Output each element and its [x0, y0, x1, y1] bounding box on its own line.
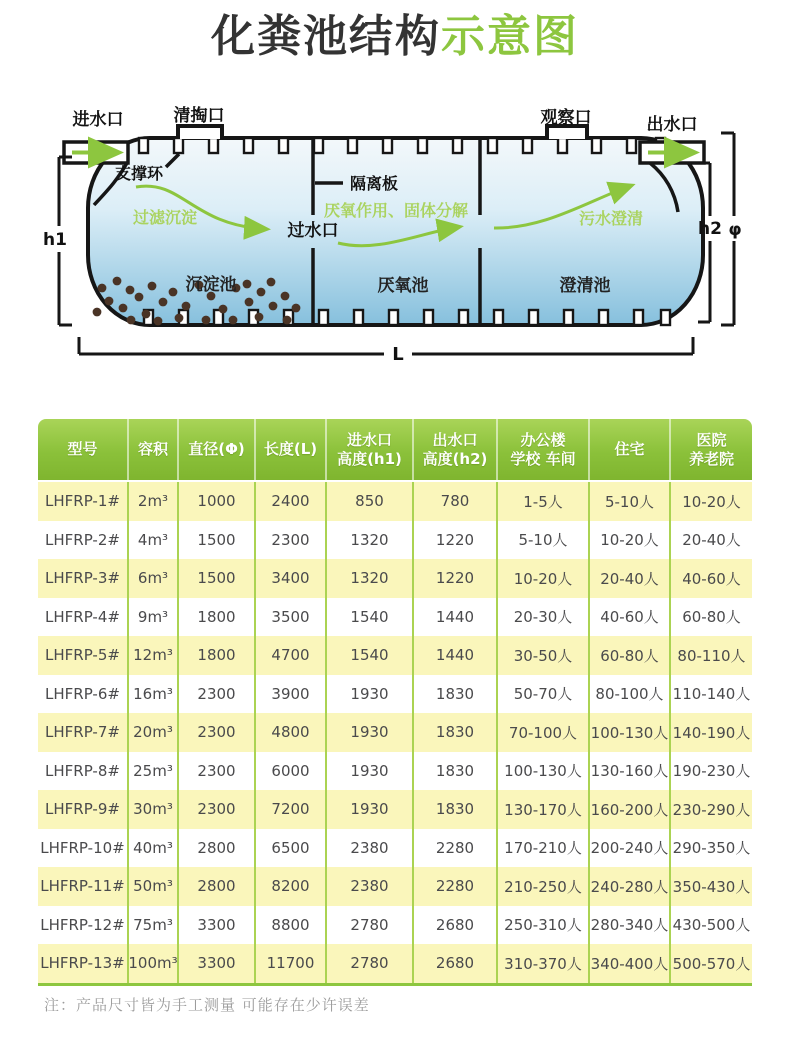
table-cell: 40m³: [129, 829, 179, 868]
table-cell: 170-210人: [498, 829, 590, 868]
table-cell: 50-70人: [498, 675, 590, 714]
table-cell: 40-60人: [682, 569, 741, 588]
table-row: [38, 752, 752, 791]
table-cell: 1500: [179, 559, 256, 598]
table-cell: 2280: [414, 867, 498, 906]
table-cell: LHFRP-13#: [38, 944, 129, 983]
table-cell: 3900: [256, 675, 327, 714]
table-cell: 50m³: [129, 867, 179, 906]
table-cell: 780: [414, 482, 498, 521]
table-cell: LHFRP-1#: [38, 482, 129, 521]
table-cell: 2400: [256, 482, 327, 521]
table-cell: 1830: [414, 790, 498, 829]
table-cell: 3400: [256, 559, 327, 598]
dim-h2-label: h2: [698, 219, 722, 239]
table-cell: 3500: [256, 598, 327, 637]
inlet-label: 进水口: [72, 110, 124, 130]
table-cell: 10-20人: [498, 559, 590, 598]
table-cell: LHFRP-2#: [38, 521, 129, 560]
table-cell: 1830: [414, 675, 498, 714]
table-cell: 2800: [179, 829, 256, 868]
table-cell: 20-40人: [590, 559, 671, 598]
table-cell: 2280: [414, 829, 498, 868]
table-cell: 20-40人: [682, 531, 741, 550]
table-cell: 30-50人: [498, 636, 590, 675]
table-row: [38, 713, 752, 752]
table-cell: 2780: [327, 944, 414, 983]
chamber-clarification-label: 澄清池: [559, 276, 611, 296]
table-cell: 30m³: [129, 790, 179, 829]
table-cell: 290-350人: [672, 839, 751, 858]
table-cell: 5-10人: [498, 521, 590, 560]
table-cell: 6m³: [129, 559, 179, 598]
table-cell: 80-110人: [677, 646, 746, 665]
partition-board-label: 隔离板: [349, 174, 399, 193]
dim-h1-label: h1: [43, 230, 67, 250]
table-row: [38, 867, 752, 906]
table-cell: 1930: [327, 675, 414, 714]
table-cell: 1320: [327, 559, 414, 598]
table-row: [38, 906, 752, 945]
table-cell: 20m³: [129, 713, 179, 752]
table-cell: 60-80人: [590, 636, 671, 675]
table-cell: 11700: [256, 944, 327, 983]
table-cell: 25m³: [129, 752, 179, 791]
table-cell: 200-240人: [590, 829, 671, 868]
page-title: [0, 8, 790, 66]
table-cell: 6500: [256, 829, 327, 868]
table-cell: 3300: [179, 944, 256, 983]
table-cell: 1830: [414, 752, 498, 791]
table-row: [38, 482, 752, 521]
table-cell: 1440: [414, 636, 498, 675]
table-cell: 340-400人: [590, 944, 671, 983]
table-cell: 210-250人: [498, 867, 590, 906]
column-header: 型号: [38, 419, 129, 480]
column-header: 长度(L): [256, 419, 327, 480]
table-cell: 2300: [179, 790, 256, 829]
table-cell: 80-100人: [590, 675, 671, 714]
footnote: 注：产品尺寸皆为手工测量 可能存在少许误差: [44, 996, 370, 1014]
table-row: [38, 790, 752, 829]
table-cell: 1930: [327, 713, 414, 752]
table-cell: 500-570人: [672, 954, 751, 973]
table-cell: 4800: [256, 713, 327, 752]
table-cell: 6000: [256, 752, 327, 791]
table-cell: 1930: [327, 752, 414, 791]
table-cell: 10-20人: [590, 521, 671, 560]
table-cell: 1-5人: [498, 482, 590, 521]
table-cell: 2300: [179, 752, 256, 791]
table-row: [38, 521, 752, 560]
table-cell: 2800: [179, 867, 256, 906]
table-cell: LHFRP-9#: [38, 790, 129, 829]
table-cell: 2300: [179, 675, 256, 714]
support-ring-label: 支撑环: [114, 164, 164, 183]
table-row: [38, 598, 752, 637]
table-cell: 20-30人: [498, 598, 590, 637]
table-cell: 2380: [327, 829, 414, 868]
table-cell: 8200: [256, 867, 327, 906]
table-cell: 190-230人: [672, 762, 751, 781]
cleaning-port-label: 清掏口: [173, 106, 225, 126]
table-cell: LHFRP-7#: [38, 713, 129, 752]
outlet-label: 出水口: [646, 115, 698, 135]
chamber-anaerobic-label: 厌氧池: [377, 276, 429, 296]
sewage-clarification-label: 污水澄清: [578, 209, 644, 228]
table-cell: 240-280人: [590, 867, 671, 906]
table-cell: LHFRP-4#: [38, 598, 129, 637]
table-cell: 1830: [414, 713, 498, 752]
column-header: 进水口 高度(h1): [327, 419, 414, 480]
table-row: [38, 829, 752, 868]
table-cell: 1320: [327, 521, 414, 560]
table-cell: LHFRP-5#: [38, 636, 129, 675]
water-passage-label: 过水口: [287, 221, 339, 241]
filter-sedimentation-label: 过滤沉淀: [132, 208, 198, 227]
table-cell: 2300: [256, 521, 327, 560]
dim-length-label: L: [392, 344, 404, 365]
table-cell: 2780: [327, 906, 414, 945]
table-cell: 1930: [327, 790, 414, 829]
table-cell: 1440: [414, 598, 498, 637]
septic-tank-diagram: [0, 95, 790, 367]
table-cell: 250-310人: [498, 906, 590, 945]
table-cell: 430-500人: [672, 916, 751, 935]
table-cell: 8800: [256, 906, 327, 945]
table-cell: 110-140人: [672, 685, 751, 704]
table-cell: 1800: [179, 636, 256, 675]
table-cell: 16m³: [129, 675, 179, 714]
table-cell: 230-290人: [672, 800, 751, 819]
anaerobic-action-label: 厌氧作用、固体分解: [323, 201, 469, 220]
chamber-sedimentation-label: 沉淀池: [185, 275, 237, 295]
table-cell: LHFRP-12#: [38, 906, 129, 945]
table-body: [38, 482, 752, 983]
table-cell: 1000: [179, 482, 256, 521]
table-cell: 130-170人: [498, 790, 590, 829]
table-cell: 130-160人: [590, 752, 671, 791]
table-row: [38, 944, 752, 983]
table-cell: LHFRP-11#: [38, 867, 129, 906]
column-header: 办公楼 学校 车间: [498, 419, 590, 480]
table-cell: 1220: [414, 521, 498, 560]
table-cell: LHFRP-3#: [38, 559, 129, 598]
column-header: 医院 养老院: [688, 430, 734, 468]
column-header: 出水口 高度(h2): [414, 419, 498, 480]
table-cell: 2380: [327, 867, 414, 906]
page-title-black: 化粪池结构: [211, 11, 441, 62]
table-cell: 75m³: [129, 906, 179, 945]
table-cell: 160-200人: [590, 790, 671, 829]
table-cell: LHFRP-6#: [38, 675, 129, 714]
page-title-green: 示意图: [441, 11, 579, 62]
table-cell: 3300: [179, 906, 256, 945]
table-row: [38, 636, 752, 675]
table-cell: 40-60人: [590, 598, 671, 637]
table-cell: 4700: [256, 636, 327, 675]
table-header-row: [38, 419, 752, 480]
table-cell: 2300: [179, 713, 256, 752]
table-cell: 100m³: [129, 944, 179, 983]
table-cell: 1500: [179, 521, 256, 560]
observation-port-label: 观察口: [540, 108, 592, 128]
table-cell: 100-130人: [590, 713, 671, 752]
table-cell: 100-130人: [498, 752, 590, 791]
table-cell: 280-340人: [590, 906, 671, 945]
table-cell: LHFRP-10#: [38, 829, 129, 868]
table-cell: 1540: [327, 598, 414, 637]
table-cell: LHFRP-8#: [38, 752, 129, 791]
table-cell: 850: [327, 482, 414, 521]
table-cell: 60-80人: [682, 608, 741, 627]
column-header: 住宅: [590, 419, 671, 480]
column-header: 容积: [129, 419, 179, 480]
table-cell: 140-190人: [672, 723, 751, 742]
table-cell: 310-370人: [498, 944, 590, 983]
table-cell: 12m³: [129, 636, 179, 675]
table-cell: 2m³: [129, 482, 179, 521]
table-cell: 2680: [414, 944, 498, 983]
table-row: [38, 559, 752, 598]
table-cell: 2680: [414, 906, 498, 945]
table-cell: 4m³: [129, 521, 179, 560]
spec-table: [38, 419, 752, 986]
table-cell: 350-430人: [672, 877, 751, 896]
table-cell: 1540: [327, 636, 414, 675]
table-cell: 1220: [414, 559, 498, 598]
table-cell: 1800: [179, 598, 256, 637]
cleaning-port-shape: [178, 126, 222, 139]
column-header: 直径(Φ): [179, 419, 256, 480]
dim-phi-label: φ: [728, 220, 742, 240]
table-cell: 5-10人: [590, 482, 671, 521]
table-cell: 9m³: [129, 598, 179, 637]
table-cell: 7200: [256, 790, 327, 829]
tank-body: [88, 138, 703, 325]
table-cell: 70-100人: [498, 713, 590, 752]
table-row: [38, 675, 752, 714]
table-cell: 10-20人: [682, 492, 741, 511]
